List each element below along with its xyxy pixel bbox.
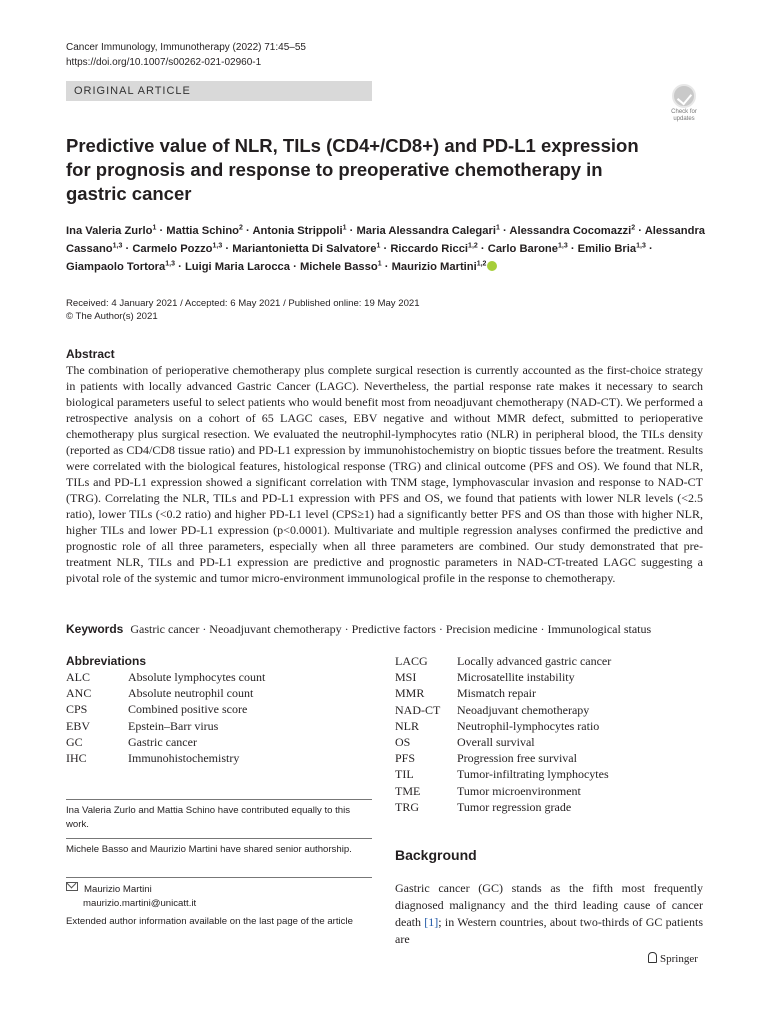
orcid-icon[interactable] xyxy=(487,261,497,271)
author-name[interactable]: Carmelo Pozzo xyxy=(132,243,213,255)
abbreviation-row xyxy=(66,750,265,766)
author-name[interactable]: Antonia Strippoli xyxy=(252,225,343,237)
abbreviation-term: ALC xyxy=(66,670,90,684)
author-name[interactable]: Mattia Schino xyxy=(166,225,240,237)
abbreviation-term: PFS xyxy=(395,751,416,766)
abbreviation-definition: Neoadjuvant chemotherapy xyxy=(457,702,590,717)
keywords-line xyxy=(66,621,706,637)
abbreviation-row xyxy=(395,766,611,782)
abbreviation-row xyxy=(395,653,611,669)
author-name[interactable]: Giampaolo Tortora xyxy=(66,261,166,273)
abbreviation-term: TRG xyxy=(395,799,419,814)
abbreviation-definition: Tumor-infiltrating lymphocytes xyxy=(457,767,609,782)
background-heading: Background xyxy=(395,847,477,863)
copyright-line: © The Author(s) 2021 xyxy=(66,311,158,322)
abbreviation-term: CPS xyxy=(66,702,88,717)
abbreviation-definition: Immunohistochemistry xyxy=(128,750,240,765)
abbreviation-row xyxy=(66,734,265,750)
footnote-equal-contribution: Ina Valeria Zurlo and Mattia Schino have contributed equally to this work. xyxy=(66,805,351,830)
keywords-label: Keywords xyxy=(66,622,124,636)
author-affiliation: 1,3 xyxy=(557,242,568,250)
abstract-text: The combination of perioperative chemotherapy plus complete surgical resection is currently accounted as the first-choice strategy in patients with locally advanced Gastric Cancer (LAGC). Nevertheless, the partial response rate makes it necessary to search biological parameters useful to select patients who would benefit most from neoadjuvant chemotherapy (NAD-CT). We performed a retrospective analysis on a cohort of 65 LAGC cases, EBV negative and without MMR defect, submitted to perioperative chemotherapy plus surgical resection. We evaluated the neutrophil-lymphocytes ratio (NLR) in peripheral blood, the TILs density (reported as CD4/CD8 tissue ratio) and PD-L1 expression by immunohistochemistry on bioptic tissues before the treatment. Results were correlated with the biological features, histological response (TRG) and clinical outcome (PFS and OS). We found that NLR, TILs and PD-L1 expression showed a significant correlation with TNM stage, lymphovascular invasion and response to NAD-CT (TRG). Correlating the NLR, TILs and PD-L1 expression with PFS and OS, we found that patients with lower NLR levels (<2.5 ratio), lower TILs (<0.2 ratio) and higher PD-L1 level (CPS≥1) had a significantly better PFS and OS than those with higher NLR, higher TILs and lower PD-L1 expression (p<0.0001). Multivariate and multiple regression analyses confirmed the predictive and prognostic role of all three parameters, especially when all three parameters are combined. Our study demonstrated that pre-treatment NLR, TILs and PD-L1 expression are predictive and prognostic parameters in NAD-CT-treated LAGC suggesting a pivotal role of the systemic and tumor micro-environment immunological profile in the response to chemotherapy. xyxy=(66,363,703,585)
abbreviation-row xyxy=(395,669,611,685)
abbreviation-row xyxy=(395,750,611,766)
contact-name: Maurizio Martini xyxy=(84,884,152,895)
author-name[interactable]: Riccardo Ricci xyxy=(390,243,469,255)
abbreviation-row xyxy=(395,718,611,734)
abbreviation-definition: Locally advanced gastric cancer xyxy=(457,654,612,668)
abbreviation-row xyxy=(395,685,611,701)
envelope-icon xyxy=(66,882,78,891)
abbreviation-row xyxy=(66,685,265,701)
extended-author-info: Extended author information available on the last page of the article xyxy=(66,916,353,927)
abbreviation-term: MMR xyxy=(395,686,425,701)
abbreviation-definition: Gastric cancer xyxy=(128,734,197,749)
abbreviation-term: GC xyxy=(66,734,83,749)
author-name[interactable]: Luigi Maria Larocca xyxy=(184,261,291,273)
abbreviation-term: ANC xyxy=(66,686,92,701)
abbreviation-row xyxy=(395,799,611,815)
author-name[interactable]: Alessandra Cassano xyxy=(66,225,706,255)
abbreviation-term: NAD-CT xyxy=(395,702,441,717)
abbreviation-definition: Absolute lymphocytes count xyxy=(128,670,266,684)
article-type-banner: ORIGINAL ARTICLE xyxy=(66,81,372,101)
abbreviation-definition: Mismatch repair xyxy=(457,686,536,701)
abstract-section xyxy=(66,346,703,586)
footnote-divider xyxy=(66,838,372,839)
author-affiliation: 1 xyxy=(377,260,382,268)
author-name[interactable]: Mariantonietta Di Salvatore xyxy=(232,243,377,255)
footnote-senior-authorship: Michele Basso and Maurizio Martini have shared senior authorship. xyxy=(66,844,352,855)
author-affiliation: 2 xyxy=(631,224,636,232)
author-name[interactable]: Alessandra Cocomazzi xyxy=(509,225,632,237)
author-list: Ina Valeria Zurlo$^1$ · Mattia Schino$^2$ · Antonia Strippoli$^1$ · Maria Alessandra Calegari$^1$ · Alessandra Cocomazzi$^2$ · Alessandra Cassano$^{1,3}$ · Carmelo Pozzo$^{1,3}$ · Mariantonietta Di Salvatore$^1$ · Riccardo Ricci$^{1,2}$ · Carlo Barone$^{1,3}$ · Emilio Bria$^{1,3}$ · Giampaolo Tortora$^{1,3}$ · Luigi Maria Larocca · Michele Basso$^1$ · Maurizio Martini$^{1,2}$ xyxy=(66,224,706,273)
footnote-divider xyxy=(66,799,372,800)
abbreviation-row xyxy=(395,702,611,718)
author-affiliation: 1,2 xyxy=(468,242,478,250)
corresponding-author xyxy=(66,882,196,911)
abbreviation-definition: Combined positive score xyxy=(128,702,248,717)
author-affiliation: 1,3 xyxy=(212,242,223,250)
author-affiliation: 1,3 xyxy=(636,242,646,250)
author-name[interactable]: Michele Basso xyxy=(299,261,378,273)
abbreviation-definition: Neutrophil-lymphocytes ratio xyxy=(457,718,600,733)
abbreviation-term: TME xyxy=(395,783,421,798)
abbreviation-definition: Tumor regression grade xyxy=(457,799,572,814)
abbreviation-term: IHC xyxy=(66,750,87,765)
publication-dates xyxy=(66,297,420,323)
publisher-logo xyxy=(648,952,698,966)
abbreviation-row xyxy=(395,783,611,799)
author-affiliation: 1 xyxy=(152,224,157,232)
check-icon xyxy=(672,84,696,108)
abbreviation-row xyxy=(66,701,265,717)
author-affiliation: 1 xyxy=(342,224,347,232)
abbreviation-definition: Epstein–Barr virus xyxy=(128,718,219,733)
background-text: Gastric cancer (GC) stands as the fifth most frequently diagnosed malignancy and the third leading cause of cancer death [1]; in Western countries, about two-thirds of GC patients are xyxy=(395,881,703,946)
abbreviation-definition: Progression free survival xyxy=(457,751,577,766)
journal-citation: Cancer Immunology, Immunotherapy (2022) 71:45–55 xyxy=(66,42,306,53)
abstract-heading: Abstract xyxy=(66,347,115,361)
abbreviation-term: NLR xyxy=(395,718,419,733)
abbreviations-heading: Abbreviations xyxy=(66,654,147,668)
abbreviations-list-right xyxy=(395,653,611,815)
reference-link[interactable]: [1] xyxy=(424,915,439,929)
author-name[interactable]: Ina Valeria Zurlo xyxy=(66,225,153,237)
abbreviation-row xyxy=(66,718,265,734)
author-name[interactable]: Emilio Bria xyxy=(577,243,637,255)
abbreviation-definition: Overall survival xyxy=(457,734,535,749)
springer-horse-icon xyxy=(648,952,657,963)
author-name[interactable]: Carlo Barone xyxy=(487,243,558,255)
author-affiliation: 1,3 xyxy=(112,242,123,250)
abbreviation-term: MSI xyxy=(395,670,417,685)
abbreviation-row xyxy=(395,734,611,750)
footnote-divider xyxy=(66,877,372,878)
author-affiliation: 1 xyxy=(376,242,381,250)
doi-link[interactable]: https://doi.org/10.1007/s00262-021-02960-1 xyxy=(66,57,262,68)
contact-email[interactable]: maurizio.martini@unicatt.it xyxy=(83,898,197,909)
abbreviation-term: OS xyxy=(395,734,411,749)
abbreviation-definition: Microsatellite instability xyxy=(457,670,575,685)
abbreviations-list-left xyxy=(66,669,265,766)
keywords-text: Gastric cancer · Neoadjuvant chemotherapy · Predictive factors · Precision medicine · Immunological status xyxy=(130,622,652,636)
publisher-name: Springer xyxy=(660,953,698,965)
article-title: Predictive value of NLR, TILs (CD4+/CD8+) and PD-L1 expression for prognosis and response to preoperative chemotherapy in gastric cancer xyxy=(66,135,639,204)
author-affiliation: 1,2 xyxy=(476,260,487,268)
check-for-updates-badge[interactable] xyxy=(665,84,703,124)
author-name[interactable]: Maurizio Martini xyxy=(391,261,477,273)
author-affiliation: 1,3 xyxy=(165,260,175,268)
abbreviation-term: LACG xyxy=(395,654,428,668)
author-name[interactable]: Maria Alessandra Calegari xyxy=(356,225,496,237)
abbreviation-term: TIL xyxy=(395,767,414,782)
abbreviation-definition: Absolute neutrophil count xyxy=(128,686,254,701)
journal-header xyxy=(66,40,306,70)
check-for-updates-label: Check for updates xyxy=(671,109,697,122)
author-affiliation: 2 xyxy=(239,224,243,232)
author-affiliation: 1 xyxy=(495,224,500,232)
abbreviation-definition: Tumor microenvironment xyxy=(457,783,581,798)
dates-line: Received: 4 January 2021 / Accepted: 6 May 2021 / Published online: 19 May 2021 xyxy=(66,298,420,309)
abbreviation-row xyxy=(66,669,265,685)
abbreviation-term: EBV xyxy=(66,718,90,733)
